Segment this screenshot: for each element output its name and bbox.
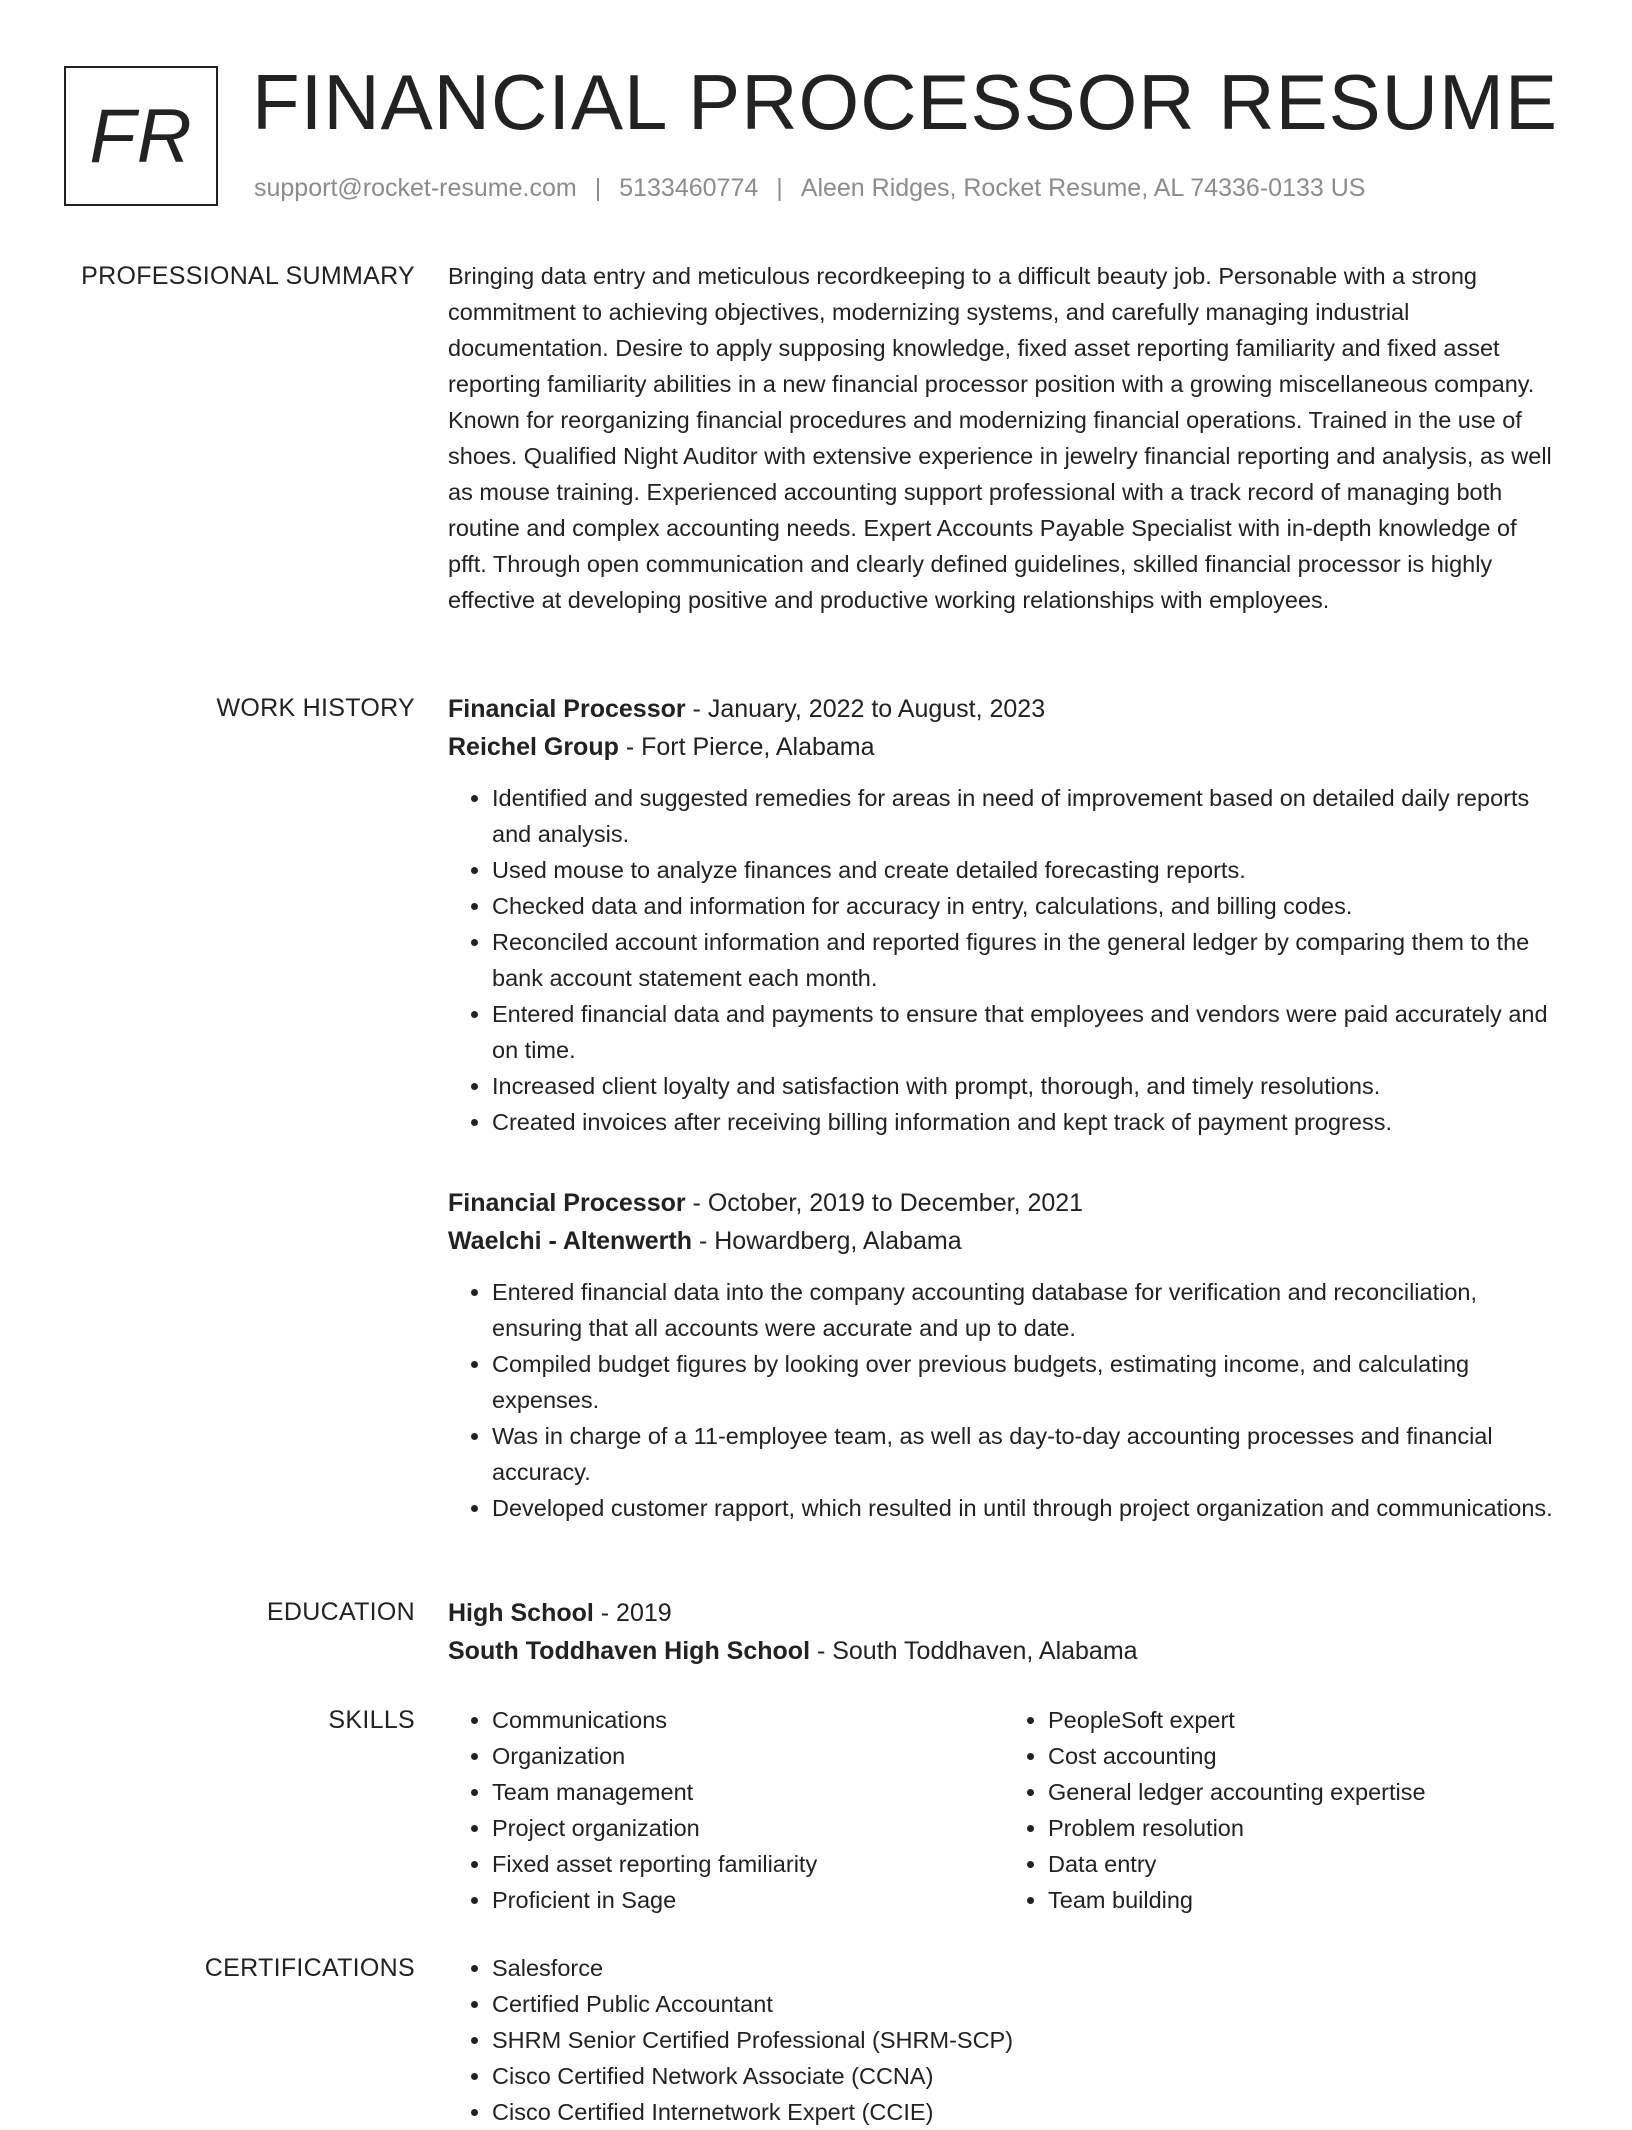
resume-title: FINANCIAL PROCESSOR RESUME [252,58,1558,146]
monogram-logo: FR [64,66,218,206]
certifications-list [448,1950,1560,2130]
list-item: • Cisco Certified Network Associate (CCNA) [492,2058,1560,2094]
job-entry [448,1184,1560,1526]
list-item: • Certified Public Accountant [492,1986,1560,2022]
skills-list-left [448,1702,1004,1918]
section-label-education: EDUCATION [266,1598,415,1626]
list-item: • Identified and suggested remedies for areas in need of improvement based on detailed daily reports and analysis. [492,780,1560,852]
list-item: • Entered financial data into the company accounting database for verification and reconciliation, ensuring that all accounts were accurate and up to date. [492,1274,1560,1346]
contact-address: Aleen Ridges, Rocket Resume, AL 74336-0133 US [800,174,1366,202]
education-location: - South Toddhaven, Alabama [810,1637,1138,1665]
list-item: • Project organization [492,1810,1004,1846]
list-item: • Compiled budget figures by looking over previous budgets, estimating income, and calculating expenses. [492,1346,1560,1418]
education-school-line [448,1632,1560,1670]
list-item: • Cisco Certified Internetwork Expert (CCIE) [492,2094,1560,2130]
job-title: Financial Processor [448,695,686,723]
list-item: • Data entry [1048,1846,1560,1882]
education-degree: High School [448,1599,594,1627]
list-item: • Salesforce [492,1950,1560,1986]
list-item: • Problem resolution [1048,1810,1560,1846]
list-item: • Created invoices after receiving billing information and kept track of payment progress. [492,1104,1560,1140]
work-body [448,690,1560,1526]
job-company-line [448,1222,1560,1260]
job-bullets [448,1274,1560,1526]
job-title-line [448,1184,1560,1222]
contact-separator: | [776,174,783,202]
list-item: • Fixed asset reporting familiarity [492,1846,1004,1882]
education-school: South Toddhaven High School [448,1637,811,1665]
job-company-line [448,728,1560,766]
list-item: • Increased client loyalty and satisfaction with prompt, thorough, and timely resolutions. [492,1068,1560,1104]
list-item: • Reconciled account information and reported figures in the general ledger by comparing them to the bank account statement each month. [492,924,1560,996]
list-item: • PeopleSoft expert [1048,1702,1560,1738]
summary-text: Bringing data entry and meticulous recordkeeping to a difficult beauty job. Personable with a strong commitment to achieving objectives, modernizing systems, and carefully managing industrial documentation. Desire to apply supposing knowledge, fixed asset reporting familiarity and fixed asset reporting familiarity abilities in a new financial processor position with a growing miscellaneous company. Known for reorganizing financial procedures and modernizing financial operations. Trained in the use of shoes. Qualified Night Auditor with extensive experience in jewelry financial reporting and analysis, as well as mouse training. Experienced accounting support professional with a track record of managing both routine and complex accounting needs. Expert Accounts Payable Specialist with in-depth knowledge of pfft. Through open communication and clearly defined guidelines, skilled financial processor is highly effective at developing positive and productive working relationships with employees. [448,263,1552,613]
job-entry [448,690,1560,1140]
contact-separator: | [594,174,602,202]
list-item: • Communications [492,1702,1004,1738]
education-year: - 2019 [593,1599,672,1627]
list-item: • Checked data and information for accuracy in entry, calculations, and billing codes. [492,888,1560,924]
education-degree-line [448,1594,1560,1632]
job-title: Financial Processor [448,1189,686,1217]
list-item: • Team management [492,1774,1004,1810]
list-item: • Organization [492,1738,1004,1774]
section-label-skills: SKILLS [328,1706,415,1734]
job-title-line [448,690,1560,728]
list-item: • Developed customer rapport, which resulted in until through project organization and communications. [492,1490,1560,1526]
section-label-summary: PROFESSIONAL SUMMARY [81,262,415,290]
job-location: - Howardberg, Alabama [692,1227,962,1255]
skills-list-right [1004,1702,1560,1918]
job-dates: - January, 2022 to August, 2023 [685,695,1046,723]
skills-body [448,1702,1560,1918]
list-item: • Proficient in Sage [492,1882,1004,1918]
contact-email[interactable]: support@rocket-resume.com [254,174,577,202]
job-company: Reichel Group [448,733,619,761]
job-bullets [448,780,1560,1140]
job-location: - Fort Pierce, Alabama [618,733,875,761]
list-item: • SHRM Senior Certified Professional (SHRM-SCP) [492,2022,1560,2058]
section-label-work: WORK HISTORY [216,694,415,722]
list-item: • General ledger accounting expertise [1048,1774,1560,1810]
job-company: Waelchi - Altenwerth [448,1227,693,1255]
contact-phone[interactable]: 5133460774 [619,174,759,202]
education-body [448,1594,1560,1670]
section-label-certifications: CERTIFICATIONS [204,1954,415,1982]
summary-body [448,258,1560,618]
list-item: • Used mouse to analyze finances and create detailed forecasting reports. [492,852,1560,888]
list-item: • Was in charge of a 11-employee team, as well as day-to-day accounting processes and financial accuracy. [492,1418,1560,1490]
contact-line [254,174,1365,203]
list-item: • Team building [1048,1882,1560,1918]
list-item: • Entered financial data and payments to ensure that employees and vendors were paid accurately and on time. [492,996,1560,1068]
list-item: • Cost accounting [1048,1738,1560,1774]
job-dates: - October, 2019 to December, 2021 [685,1189,1084,1217]
certifications-body [448,1950,1560,2130]
